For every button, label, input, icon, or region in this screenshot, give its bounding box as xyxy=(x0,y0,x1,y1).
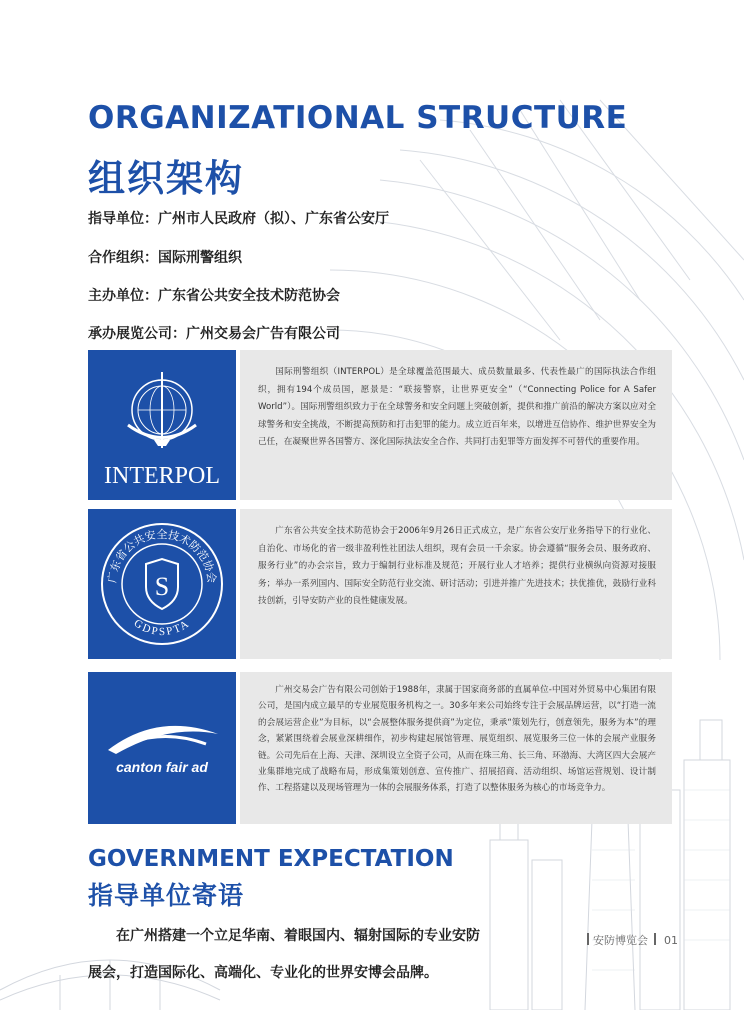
org-description: 广州交易会广告有限公司创始于1988年，隶属于国家商务部的直属单位-中国对外贸易中心集团有限公司，是国内成立最早的专业展览服务机构之一。30多年来公司始终专注于会展品牌运营，以“打造一流的会展运营企业”为目标，以“会展整体服务提供商”为定位，秉承“策划先行，创意领先，服务为本”的理念，紧紧围绕着会展业深耕细作，初步构建起展馆管理、展览组织、展览服务三位一体的会展产业服务链。公司先后在上海、天津、深圳设立全资子公司，从而在珠三角、长三角、环渤海、大湾区四大会展产业集群地完成了战略布局，形成集策划创意、宣传推广、招展招商、活动组织、场馆运营规划、设计制作、工程搭建以及现场管理为一体的会展服务体系，打造了以整体服务为核心的市场竞争力。 xyxy=(258,685,656,794)
unit-label: 承办展览公司： xyxy=(88,326,186,342)
gdpspta-ring-text: 广东省公共安全技术防范协会 xyxy=(106,529,218,584)
svg-text:S: S xyxy=(154,572,170,601)
unit-cooperation xyxy=(88,247,242,267)
footer-divider xyxy=(587,933,589,945)
section-title-en: GOVERNMENT EXPECTATION xyxy=(88,846,454,872)
unit-label: 合作组织： xyxy=(88,250,158,266)
org-description-panel xyxy=(240,672,672,824)
interpol-logo xyxy=(88,350,236,500)
footer-label: 安防博览会 xyxy=(593,934,648,947)
canton-fair-ad-logo-text: canton fair ad xyxy=(116,759,208,775)
page-number: 01 xyxy=(664,934,678,947)
org-description: 广东省公共安全技术防范协会于2006年9月26日正式成立，是广东省公安厅业务指导下的行业化、自治化、市场化的省一级非盈利性社团法人组织，现有会员一千余家。协会遵循“服务会员、服务政府、服务行业”的办会宗旨，致力于编制行业标准及规范；开展行业人才培养；提供行业横纵向资源对接服务；举办一系列国内、国际安全防范行业交流、研讨活动；引进并推广先进技术；扶优推优，鼓励行业科技创新，引导安防产业的良性健康发展。 xyxy=(258,526,656,607)
gdpspta-logo xyxy=(88,509,236,659)
footer-divider xyxy=(654,933,656,945)
section-title-zh: 指导单位寄语 xyxy=(88,881,245,910)
org-description-panel xyxy=(240,350,672,500)
page-footer xyxy=(583,932,678,948)
unit-value: 广州交易会广告有限公司 xyxy=(186,326,340,342)
expectation-line: 展会，打造国际化、高端化、专业化的世界安博会品牌。 xyxy=(88,965,438,981)
org-row-gdpspta xyxy=(88,509,672,659)
canton-fair-ad-logo xyxy=(88,672,236,824)
org-row-canton-fair-ad xyxy=(88,672,672,824)
unit-label: 指导单位： xyxy=(88,211,158,227)
unit-value: 广州市人民政府（拟）、广东省公安厅 xyxy=(158,211,389,227)
unit-value: 广东省公共安全技术防范协会 xyxy=(158,288,340,304)
page-title-zh: 组织架构 xyxy=(88,157,244,200)
unit-guidance xyxy=(88,208,389,228)
expectation-line: 在广州搭建一个立足华南、着眼国内、辐射国际的专业安防 xyxy=(116,928,480,944)
gdpspta-logo-text: GDPSPTA xyxy=(131,617,193,639)
interpol-logo-text: INTERPOL xyxy=(104,463,220,489)
page-title-en: ORGANIZATIONAL STRUCTURE xyxy=(88,100,628,136)
unit-value: 国际刑警组织 xyxy=(158,250,242,266)
org-description: 国际刑警组织（INTERPOL）是全球覆盖范围最大、成员数量最多、代表性最广的国际执法合作组织，拥有194个成员国，愿景是：“联接警察，让世界更安全”（“Connecting Police for A Safer World”）。国际刑警组织致力于在全球警务和安全问题上突破创新，提供和推广前沿的解决方案以应对全球警务和安全挑战，不断提高预防和打击犯罪的能力。成立近百年来，以增进互信协作、维护世界安全为己任，在凝聚世界各国警方、深化国际执法安全合作、共同打击犯罪等方面发挥不可替代的重要作用。 xyxy=(258,367,656,448)
org-row-interpol xyxy=(88,350,672,500)
unit-host xyxy=(88,285,340,305)
unit-organizer xyxy=(88,323,340,343)
svg-text:GDPSPTA xyxy=(132,617,193,638)
org-description-panel xyxy=(240,509,672,659)
unit-label: 主办单位： xyxy=(88,288,158,304)
